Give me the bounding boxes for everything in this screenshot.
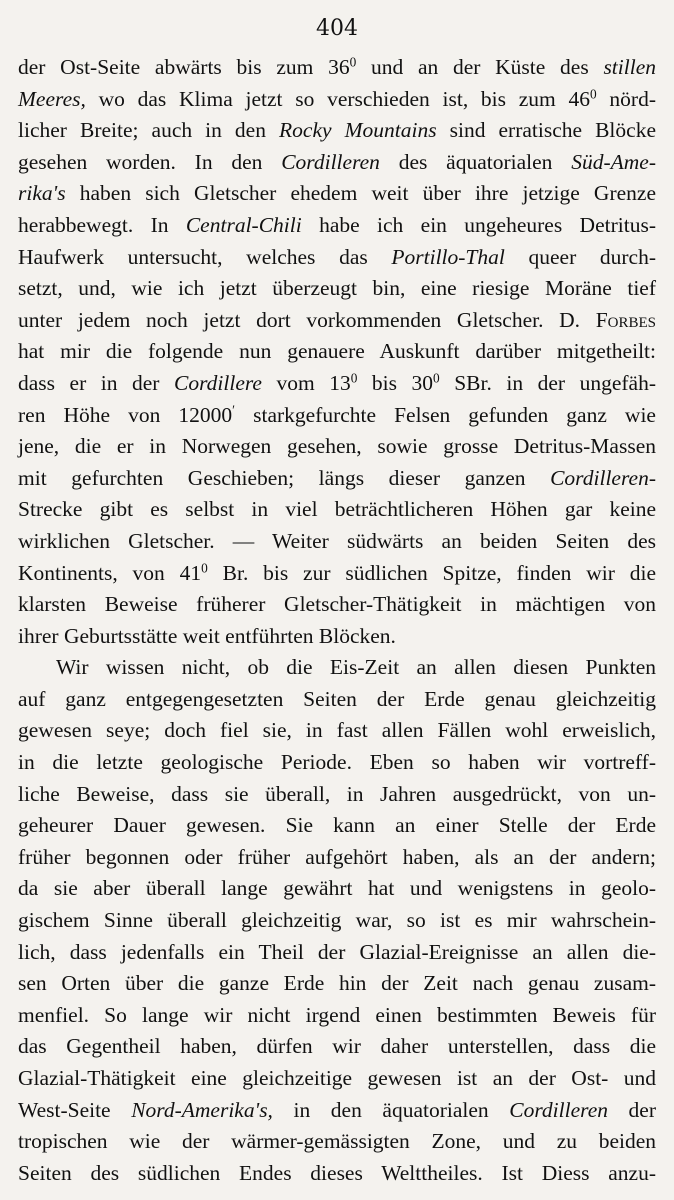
text-line [18, 336, 656, 368]
text-run: da sie aber überall lange gewährt hat und wenigstens in geolo- [18, 876, 656, 901]
text-run: der [607, 1097, 657, 1122]
text-run: gischem Sinne überall gleichzeitig war, so ist es mir wahrschein- [18, 908, 656, 933]
text-line [18, 1126, 656, 1158]
italic-term: stillen [603, 55, 656, 79]
text-run: Haufwerk untersucht, welches das [18, 244, 392, 269]
italic-term: Meeres, [18, 86, 86, 111]
text-run: in die letzte geologische Periode. Eben so haben wir vortreff- [18, 750, 656, 775]
text-line [18, 305, 656, 337]
text-run: dass er in der [18, 370, 174, 395]
text-line [18, 273, 656, 305]
text-run: queer durch- [504, 244, 657, 269]
text-run: tropischen wie der wärmer-gemässigten Zone, und zu beiden [18, 1129, 656, 1154]
text-run: früher begonnen oder früher aufgehört haben, als an der andern; [18, 844, 656, 869]
text-line [18, 873, 656, 905]
italic-term: Süd-Ame- [571, 149, 656, 174]
text-line [18, 1063, 656, 1095]
text-run: in den äquatorialen [272, 1097, 510, 1122]
text-run: Seiten des südlichen Endes dieses Welttheiles. Ist Diess anzu- [18, 1160, 656, 1185]
text-run: starkgefurchte Felsen gefunden ganz wie [235, 402, 656, 427]
text-run: setzt, und, wie ich jetzt überzeugt bin, eine riesige Moräne tief [18, 276, 656, 301]
text-run: Kontinents, von 41 [18, 560, 202, 585]
text-line [18, 747, 656, 779]
text-run: habe ich ein ungeheures Detritus- [301, 212, 656, 237]
text-line [18, 652, 656, 684]
text-run: herabbewegt. In [18, 212, 186, 237]
text-line [18, 779, 656, 811]
superscript: 0 [350, 370, 358, 386]
text-line [18, 526, 656, 558]
text-line [18, 494, 656, 526]
text-line [18, 589, 656, 621]
text-run: klarsten Beweise früherer Gletscher-Thätigkeit in mächtigen von [18, 592, 656, 617]
text-run: der Ost-Seite abwärts bis zum 36 [18, 55, 350, 79]
text-line [18, 400, 656, 432]
text-run: Glazial-Thätigkeit eine gleichzeitige gewesen ist an der Ost- und [18, 1066, 656, 1090]
text-run: menfiel. So lange wir nicht irgend einen bestimmten Beweis für [18, 1002, 656, 1027]
text-run: geheurer Dauer gewesen. Sie kann an einer Stelle der Erde [18, 813, 656, 838]
text-line [18, 905, 656, 937]
text-line [18, 968, 656, 1000]
text-line [18, 210, 656, 242]
text-run: SBr. in der ungefäh- [439, 370, 656, 395]
text-line [18, 242, 656, 274]
italic-term: Cordilleren- [550, 465, 656, 490]
italic-term: Cordilleren [509, 1097, 608, 1122]
text-run: gesehen worden. In den [18, 149, 282, 174]
text-line [18, 115, 656, 147]
text-line [18, 810, 656, 842]
text-run: nörd- [596, 86, 656, 111]
text-run: haben sich Gletscher ehedem weit über ihre jetzige Grenze [65, 181, 656, 206]
text-line [18, 842, 656, 874]
text-line [18, 463, 656, 495]
body-text [18, 52, 656, 1189]
text-line [18, 684, 656, 716]
text-run: wirklichen Gletscher. — Weiter südwärts an beiden Seiten des [18, 528, 656, 553]
text-run: und an der Küste des [356, 55, 604, 79]
text-line [18, 368, 656, 400]
text-run: bis 30 [357, 370, 434, 395]
italic-term: rika's [18, 181, 66, 206]
text-run: liche Beweise, dass sie überall, in Jahren ausgedrückt, von un- [18, 781, 656, 806]
superscript: 0 [201, 560, 208, 576]
text-line [18, 1000, 656, 1032]
page-number: 404 [316, 16, 358, 41]
text-run: des äquatorialen [379, 149, 572, 174]
text-line [18, 84, 656, 116]
text-run: licher Breite; auch in den [18, 118, 280, 143]
text-line [18, 621, 656, 653]
text-run: lich, dass jedenfalls ein Theil der Glazial-Ereignisse an allen die- [18, 939, 656, 964]
text-run: auf ganz entgegengesetzten Seiten der Erde genau gleichzeitig [18, 686, 656, 711]
author-name: Forbes [595, 307, 656, 332]
text-line [18, 147, 656, 179]
text-run: gewesen seye; doch fiel sie, in fast allen Fällen wohl erweislich, [18, 718, 656, 743]
text-line [18, 52, 656, 84]
text-line [18, 1095, 656, 1127]
text-run: Br. bis zur südlichen Spitze, finden wir die [207, 560, 656, 585]
italic-term: Central-Chili [185, 212, 302, 237]
text-line [18, 178, 656, 210]
superscript: 0 [433, 370, 440, 386]
text-run: wo das Klima jetzt so verschieden ist, bis zum 46 [85, 86, 591, 111]
text-run: hat mir die folgende nun genauere Auskunft darüber mitgetheilt: [18, 339, 656, 364]
text-run: mit gefurchten Geschieben; längs dieser ganzen [18, 465, 551, 490]
italic-term: Portillo-Thal [391, 244, 505, 269]
text-run: unter jedem noch jetzt dort vorkommenden Gletscher. D. [18, 307, 596, 332]
text-run: vom 13 [261, 370, 351, 395]
text-line [18, 937, 656, 969]
text-run: das Gegentheil haben, dürfen wir daher unterstellen, dass die [18, 1034, 656, 1059]
italic-term: Cordilleren [281, 149, 380, 174]
text-line [18, 715, 656, 747]
text-run: ihrer Geburtsstätte weit entführten Blöcken. [18, 623, 396, 648]
text-run: Wir wissen nicht, ob die Eis-Zeit an allen diesen Punkten [56, 655, 656, 680]
italic-term: Cordillere [173, 370, 262, 395]
text-run: sind erratische Blöcke [436, 118, 656, 143]
superscript: 0 [349, 54, 357, 70]
text-line [18, 558, 656, 590]
italic-term: Rocky Mountains [279, 118, 437, 143]
text-run: sen Orten über die ganze Erde hin der Zeit nach genau zusam- [18, 971, 656, 996]
superscript: 0 [590, 86, 597, 102]
text-run: West-Seite [18, 1097, 132, 1122]
text-line [18, 1158, 656, 1190]
text-line [18, 1031, 656, 1063]
text-run: ren Höhe von 12000 [18, 402, 233, 427]
text-run: jene, die er in Norwegen gesehen, sowie grosse Detritus-Massen [18, 434, 656, 459]
italic-term: Nord-Amerika's, [131, 1097, 273, 1122]
text-line [18, 431, 656, 463]
superscript: ′ [232, 402, 236, 418]
text-run: Strecke gibt es selbst in viel beträchtlicheren Höhen gar keine [18, 497, 656, 522]
